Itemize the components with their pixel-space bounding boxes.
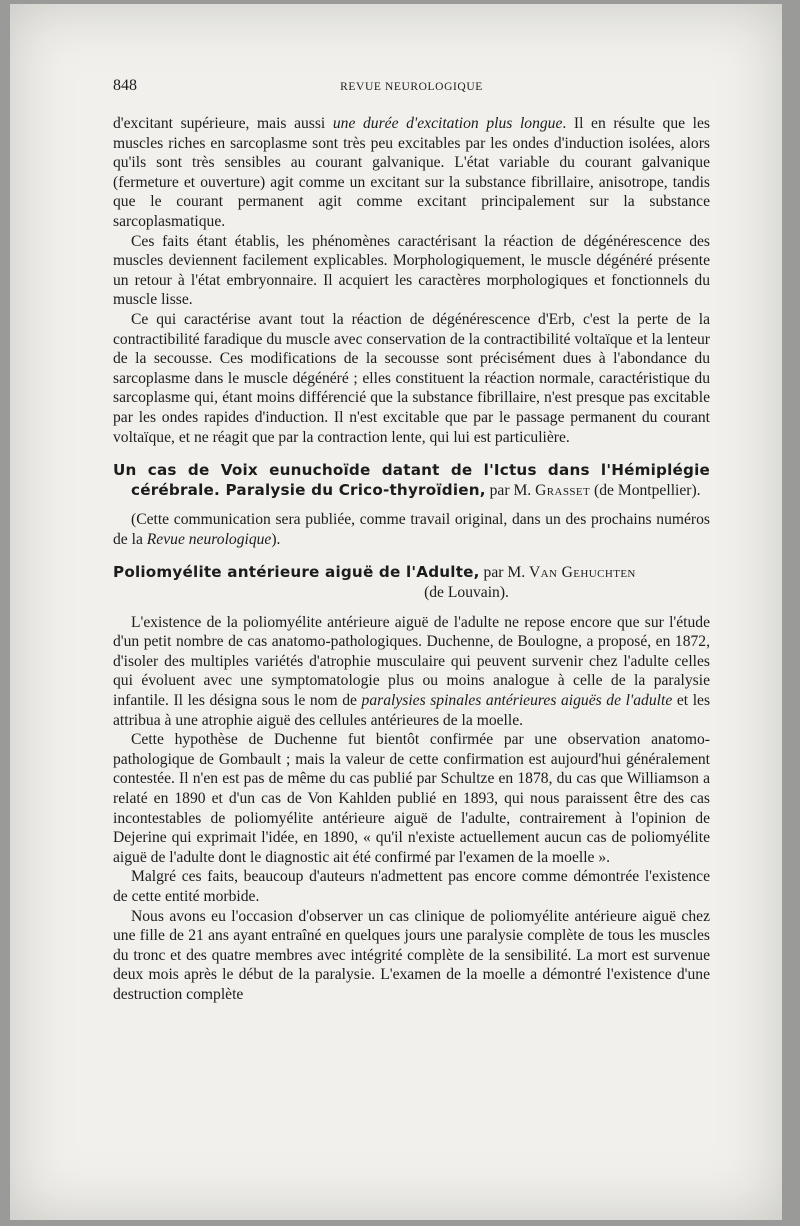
- section-2-paragraph-1: [113, 613, 710, 731]
- section-1-by: par M.: [485, 481, 536, 499]
- page-content: [113, 76, 710, 1005]
- section-1-note: [113, 510, 710, 549]
- running-header: [113, 76, 710, 98]
- paragraph-1-emphasis: une durée d'excitation plus longue: [332, 115, 563, 132]
- section-2-title: Poliomyélite antérieure aiguë de l'Adulte,: [113, 563, 480, 582]
- section-1-author: Grasset: [535, 481, 591, 499]
- section-2-p1-text-a: L'existence de la poliomyélite antérieure aiguë de l'adulte ne repose encore que sur l'étude d'un petit nombre de cas anatomo-pathologiques. Duchenne, de Boulogne, a proposé, en 1872, d'isoler des multiples variétés d'atrophie musculaire qui peuvent survenir chez l'adulte celles qui évoluent avec une symptomatologie plus ou moins analogue à celle de la paralysie infantile. Il les désigna sous le nom de: [113, 613, 710, 710]
- running-title: REVUE NEUROLOGIQUE: [340, 81, 483, 93]
- section-1-heading: [113, 461, 710, 500]
- section-2-paragraph-3: Malgré ces faits, beaucoup d'auteurs n'admettent pas encore comme démontrée l'existence de cette entité morbide.: [113, 868, 710, 905]
- paragraph-3: Ce qui caractérise avant tout la réaction de dégénérescence d'Erb, c'est la perte de la contractibilité faradique du muscle avec conservation de la contractibilité voltaïque et la lenteur de la secousse. Ces modifications de la secousse sont précisément dues à l'abondance du sarcoplasme dans le muscle dégénéré ; elles constituent la réaction normale, caractéristique du sarcoplasme qui, étant moins différencié que la substance fibrillaire, n'est presque pas excitable par les ondes rapides d'induction. Il n'est excitable que par le passage permanent du courant voltaïque, et ne réagit que par la contraction lente, qui lui est particulière.: [113, 310, 710, 446]
- section-2-p1-text-b: et les attribua à une atrophie aiguë des cellules antérieures de la moelle.: [113, 692, 711, 729]
- page-number: 848: [113, 77, 137, 94]
- section-1-title: Un cas de Voix eunuchoïde datant de l'Ictus dans l'Hémiplégie cérébrale. Paralysie du Crico-thyroïdien,: [113, 461, 710, 499]
- section-1-note-a: (Cette communication sera publiée, comme travail original, dans un des prochains numéros de la: [113, 511, 710, 548]
- paragraph-1: [113, 114, 710, 232]
- section-2-paragraph-4: Nous avons eu l'occasion d'observer un cas clinique de poliomyélite antérieure aiguë chez une fille de 21 ans ayant entraîné en quelques jours une paralysie complète de tous les muscles du tronc et des quatre membres avec intégrité complète de la sensibilité. La mort est survenue deux mois après le début de la paralysie. L'examen de la moelle a démontré l'existence d'une destruction complète: [113, 907, 710, 1003]
- section-2-author: Van Gehuchten: [529, 564, 636, 582]
- section-2-p1-emphasis: paralysies spinales antérieures aiguës de l'adulte: [361, 692, 673, 710]
- section-1-affiliation: (de Montpellier).: [590, 481, 701, 499]
- paragraph-2: Ces faits étant établis, les phénomènes caractérisant la réaction de dégénérescence des muscles deviennent facilement explicables. Morphologiquement, le muscle dégénéré présente un retour à l'état embryonnaire. Il acquiert les caractères morphologiques et fonctionnels du muscle lisse.: [113, 232, 710, 309]
- section-2-affiliation: (de Louvain).: [424, 584, 509, 602]
- section-2-by: par M.: [479, 564, 529, 582]
- paragraph-1-text-b: . Il en résulte que les muscles riches en sarcoplasme sont très peu excitables par les ondes d'induction isolées, alors qu'ils sont très sensibles au courant galvanique. L'état variable du courant galvanique (fermeture et ouverture) agit comme un excitant sur la substance fibrillaire, anisotrope, tandis que le courant permanent agit comme excitant principalement sur la substance sarcoplasmatique.: [113, 115, 710, 230]
- section-1-note-journal: Revue neurologique: [146, 530, 272, 548]
- section-2-heading: [113, 563, 710, 583]
- section-1-note-b: ).: [271, 530, 281, 548]
- section-2-paragraph-2: Cette hypothèse de Duchenne fut bientôt confirmée par une observation anatomo-pathologique de Gombault ; mais la valeur de cette confirmation est aujourd'hui généralement contestée. Il n'en est pas de même du cas publié par Schultze en 1878, du cas que Williamson a relaté en 1890 et d'un cas de Von Kahlden publié en 1893, qui nous paraissent être des cas incontestables de poliomyélite antérieure aiguë de l'adulte, contrairement à l'opinion de Dejerine qui exprimait l'idée, en 1890, « qu'il n'existe actuellement aucun cas de poliomyélite aiguë de l'adulte dont le diagnostic ait été confirmé par l'examen de la moelle ».: [113, 731, 710, 866]
- paragraph-1-text-a: d'excitant supérieure, mais aussi: [113, 115, 333, 132]
- page-sheet: [10, 4, 782, 1220]
